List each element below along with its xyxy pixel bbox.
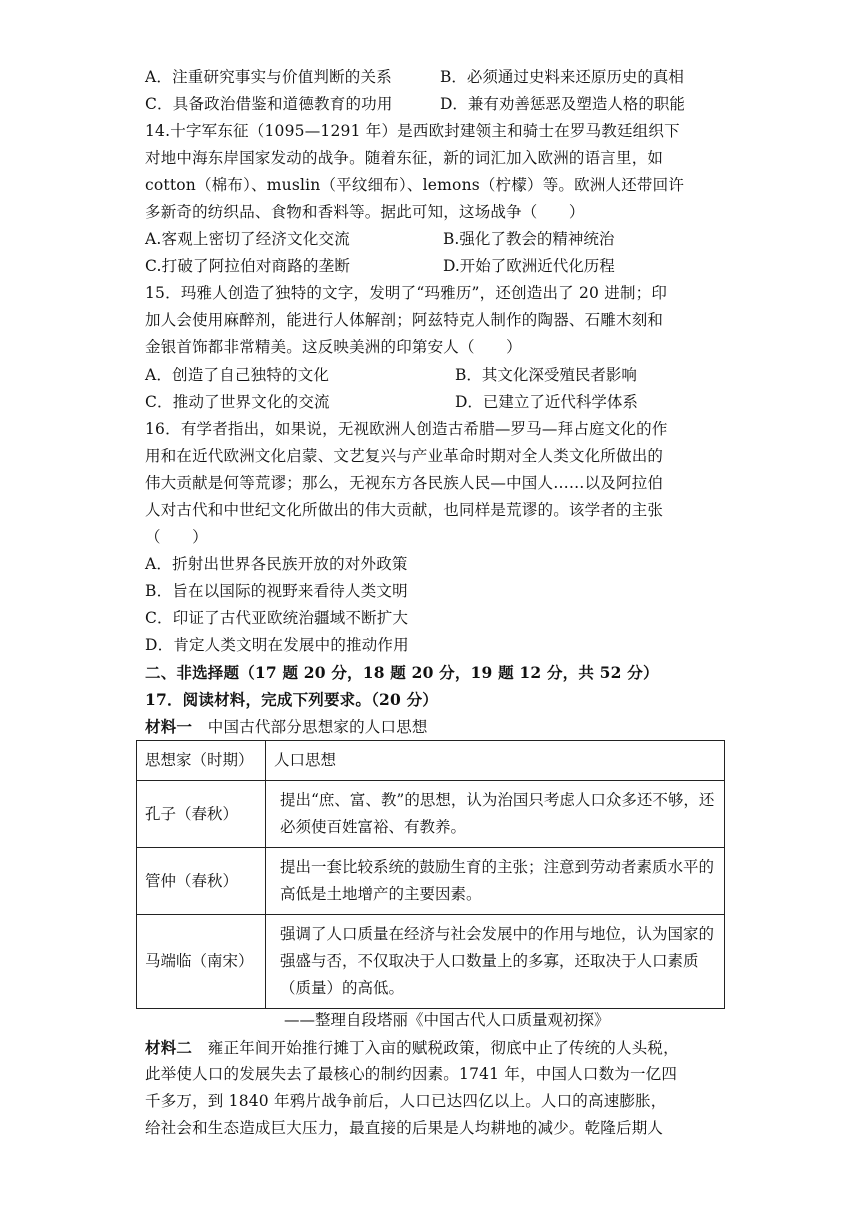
material1-caption	[145, 713, 428, 741]
table-row	[137, 781, 725, 848]
q15-stem-line: 金银首饰都非常精美。这反映美洲的印第安人（ ）	[145, 338, 522, 356]
material2-label: 材料二	[145, 1038, 193, 1057]
material1-title: 中国古代部分思想家的人口思想	[192, 718, 428, 736]
table-header-cell: 思想家（时期）	[137, 741, 266, 781]
q16-option-d: D．肯定人类文明在发展中的推动作用	[145, 636, 409, 654]
material2-first-line	[145, 1034, 679, 1062]
q13-option-c: C．具备政治借鉴和道德教育的功用	[145, 95, 393, 113]
q13-option-d: D．兼有劝善惩恶及塑造人格的职能	[440, 95, 685, 113]
q15-option-c: C．推动了世界文化的交流	[145, 393, 330, 411]
idea-cell: 强调了人口质量在经济与社会发展中的作用与地位，认为国家的强盛与否，不仅取决于人口数量上的多寡，还取决于人口素质（质量）的高低。	[266, 915, 725, 1009]
idea-cell: 提出“庶、富、教”的思想，认为治国只考虑人口众多还不够，还必须使百姓富裕、有教养。	[266, 781, 725, 848]
q15-stem-line: 加人会使用麻醉剂，能进行人体解剖；阿兹特克人制作的陶器、石雕木刻和	[145, 311, 664, 329]
q14-option-b: B.强化了教会的精神统治	[443, 230, 615, 248]
material1-table	[136, 740, 725, 1009]
thinker-cell: 管仲（春秋）	[137, 848, 266, 915]
thinker-cell: 孔子（春秋）	[137, 781, 266, 848]
q16-stem-line: 伟大贡献是何等荒谬；那么，无视东方各民族人民—中国人……以及阿拉伯	[145, 474, 664, 492]
q14-option-d: D.开始了欧洲近代化历程	[443, 257, 615, 275]
q14-option-a: A.客观上密切了经济文化交流	[145, 230, 350, 248]
q13-option-a: A．注重研究事实与价值判断的关系	[145, 68, 392, 86]
q17-heading: 17．阅读材料，完成下列要求。（20 分）	[145, 690, 438, 709]
q14-stem-line: 14.十字军东征（1095—1291 年）是西欧封建领主和骑士在罗马教廷组织下	[145, 122, 680, 140]
table-row	[137, 915, 725, 1009]
q15-option-d: D．已建立了近代科学体系	[455, 393, 638, 411]
q16-stem-line: 人对古代和中世纪文化所做出的伟大贡献，也同样是荒谬的。该学者的主张	[145, 501, 664, 519]
idea-cell: 提出一套比较系统的鼓励生育的主张；注意到劳动者素质水平的高低是土地增产的主要因素。	[266, 848, 725, 915]
q15-stem-line: 15．玛雅人创造了独特的文字，发明了“玛雅历”，还创造出了 20 进制；印	[145, 284, 668, 302]
material1-source: ——整理自段塔丽《中国古代人口质量观初探》	[284, 1011, 610, 1029]
q14-option-c: C.打破了阿拉伯对商路的垄断	[145, 257, 351, 275]
material2-text-line: 给社会和生态造成巨大压力，最直接的后果是人均耕地的减少。乾隆后期人	[145, 1119, 664, 1137]
q14-stem-line: 对地中海东岸国家发动的战争。随着东征，新的词汇加入欧洲的语言里，如	[145, 149, 664, 167]
q16-stem-line: （ ）	[145, 528, 208, 546]
q16-stem-line: 16．有学者指出，如果说，无视欧洲人创造古希腊—罗马—拜占庭文化的作	[145, 420, 668, 438]
q14-stem-line: cotton（棉布）、muslin（平纹细布）、lemons（柠檬）等。欧洲人还带回许	[145, 176, 685, 194]
q15-option-a: A．创造了自己独特的文化	[145, 366, 330, 384]
table-header-cell: 人口思想	[266, 741, 725, 781]
q16-option-b: B．旨在以国际的视野来看待人类文明	[145, 582, 408, 600]
q13-option-b: B．必须通过史料来还原历史的真相	[440, 68, 684, 86]
table-row	[137, 848, 725, 915]
q16-stem-line: 用和在近代欧洲文化启蒙、文艺复兴与产业革命时期对全人类文化所做出的	[145, 447, 664, 465]
material1-label: 材料一	[145, 717, 193, 736]
section-heading: 二、非选择题（17 题 20 分，18 题 20 分，19 题 12 分，共 52 分）	[145, 663, 659, 682]
material2-text: 雍正年间开始推行摊丁入亩的赋税政策，彻底中止了传统的人头税，	[192, 1039, 679, 1057]
q16-option-c: C．印证了古代亚欧统治疆域不断扩大	[145, 609, 409, 627]
material2-text-line: 此举使人口的发展失去了最核心的制约因素。1741 年，中国人口数为一亿四	[145, 1065, 678, 1083]
q14-stem-line: 多新奇的纺织品、食物和香料等。据此可知，这场战争（ ）	[145, 203, 585, 221]
material2-text-line: 千多万，到 1840 年鸦片战争前后，人口已达四亿以上。人口的高速膨胀，	[145, 1092, 667, 1110]
q15-option-b: B．其文化深受殖民者影响	[455, 366, 637, 384]
table-header-row	[137, 741, 725, 781]
q16-option-a: A．折射出世界各民族开放的对外政策	[145, 555, 408, 573]
thinker-cell: 马端临（南宋）	[137, 915, 266, 1009]
